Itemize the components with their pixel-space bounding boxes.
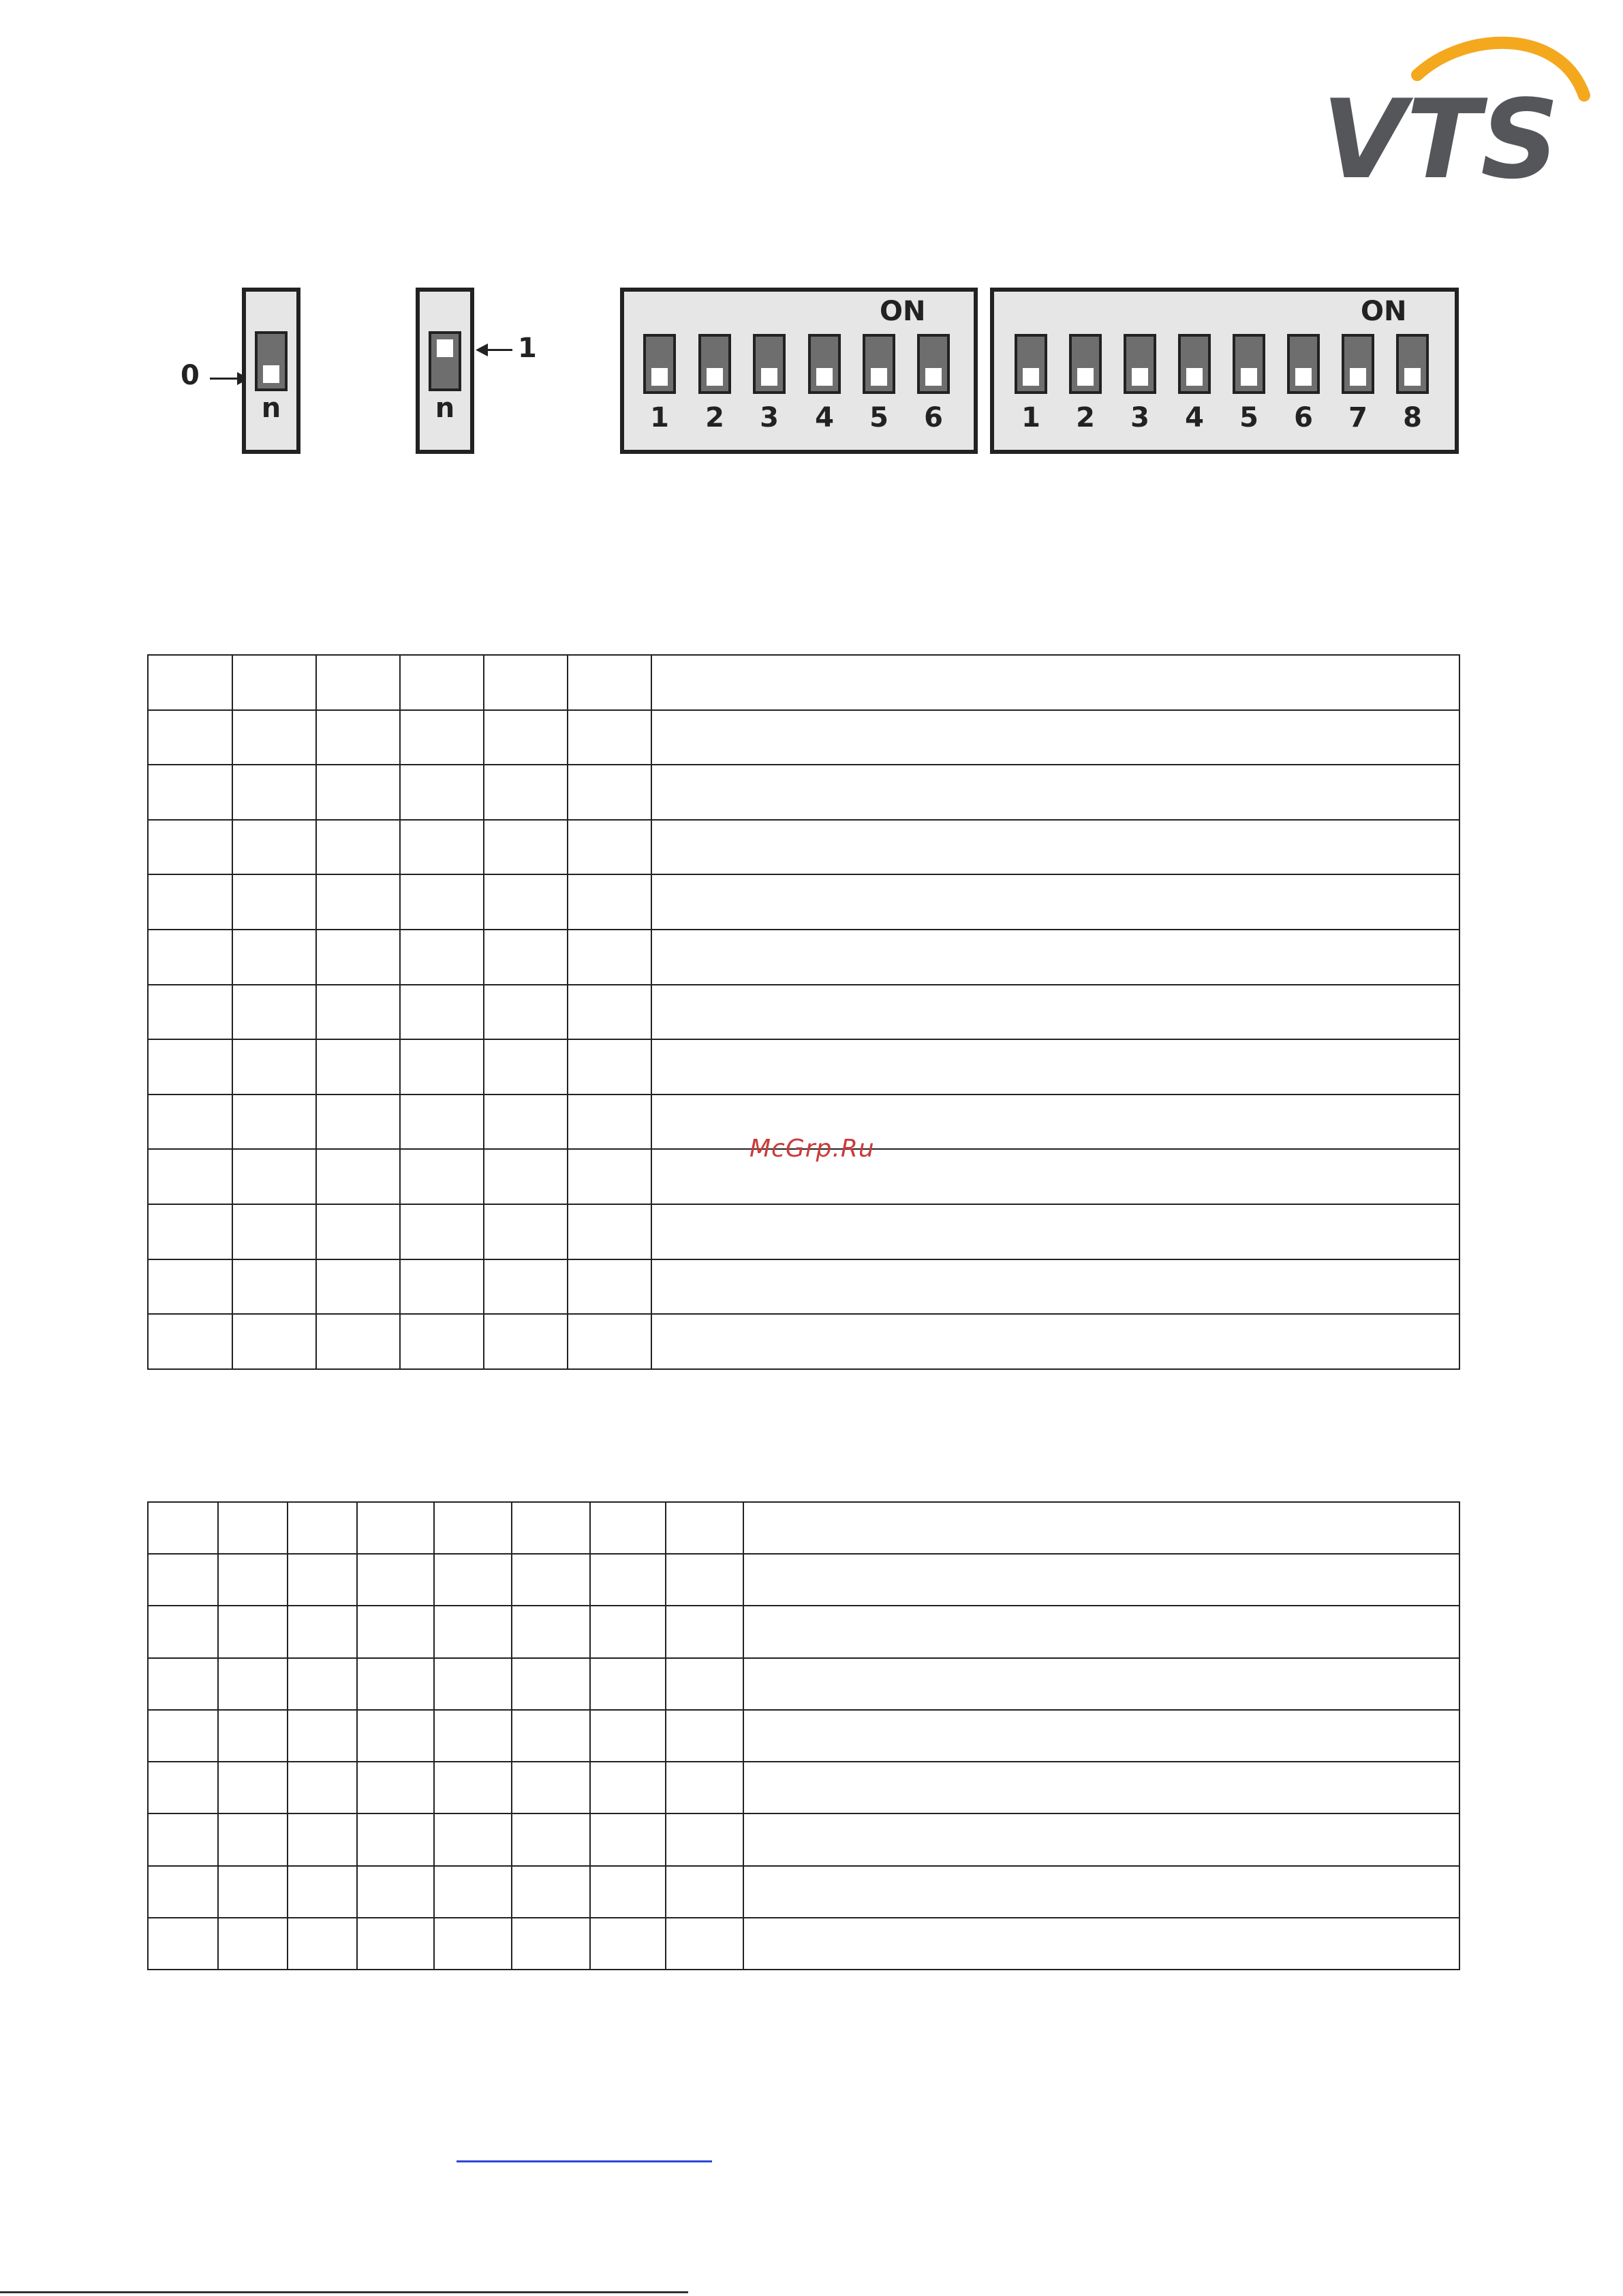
- knob: [1186, 368, 1203, 386]
- knob: [1023, 368, 1039, 386]
- table-row: [148, 874, 1459, 930]
- knob: [1077, 368, 1094, 386]
- settings-table-6: [147, 654, 1460, 1370]
- table-cell: [357, 1710, 434, 1762]
- dip-switch-8: [990, 288, 1459, 454]
- table-cell: [288, 1554, 357, 1606]
- table-cell: [232, 985, 316, 1040]
- table-cell: [218, 1606, 288, 1657]
- table-cell: [568, 1039, 651, 1095]
- table-row: [148, 1314, 1459, 1369]
- knob: [816, 368, 833, 386]
- dip-number: 5: [1239, 402, 1258, 433]
- table-cell: [400, 1259, 484, 1315]
- table-cell: [484, 1259, 568, 1315]
- table-cell: [568, 930, 651, 985]
- table-cell: [218, 1554, 288, 1606]
- table-cell: [400, 930, 484, 985]
- table-cell: [590, 1502, 666, 1554]
- knob: [707, 368, 723, 386]
- table-cell: [148, 1918, 218, 1970]
- table-row: [148, 1762, 1459, 1813]
- dip-lever-6: [1287, 334, 1320, 394]
- table-cell: [316, 765, 400, 820]
- knob: [1350, 368, 1366, 386]
- table-cell: [148, 1710, 218, 1762]
- dip-number: 1: [1021, 402, 1040, 433]
- table-cell: [651, 985, 1459, 1040]
- off-arrow-line: [210, 378, 241, 380]
- table-cell: [316, 1149, 400, 1204]
- table-cell: [400, 1314, 484, 1369]
- dip-lever-2: [1069, 334, 1102, 394]
- table-cell: [316, 655, 400, 710]
- vts-logo: [1315, 34, 1594, 191]
- table-cell: [232, 765, 316, 820]
- table-cell: [651, 820, 1459, 875]
- table-cell: [316, 985, 400, 1040]
- table-cell: [568, 1259, 651, 1315]
- table-cell: [288, 1918, 357, 1970]
- table-cell: [288, 1710, 357, 1762]
- table-cell: [316, 930, 400, 985]
- on-value-label: 1: [518, 333, 537, 364]
- table-cell: [484, 1204, 568, 1259]
- table-cell: [743, 1554, 1459, 1606]
- table-cell: [218, 1918, 288, 1970]
- table-cell: [218, 1658, 288, 1710]
- table-cell: [232, 1039, 316, 1095]
- table-cell: [148, 1762, 218, 1813]
- table-cell: [232, 1314, 316, 1369]
- table-cell: [400, 1204, 484, 1259]
- table-cell: [590, 1606, 666, 1657]
- table-cell: [400, 985, 484, 1040]
- table-row: [148, 1606, 1459, 1657]
- dip-lever-2: [698, 334, 731, 394]
- table-cell: [148, 874, 232, 930]
- table-cell: [590, 1658, 666, 1710]
- table-cell: [148, 1813, 218, 1865]
- table-cell: [400, 1039, 484, 1095]
- table-cell: [651, 1204, 1459, 1259]
- table-cell: [743, 1762, 1459, 1813]
- table-cell: [288, 1658, 357, 1710]
- table-cell: [512, 1658, 590, 1710]
- dip-lever-5: [1233, 334, 1265, 394]
- table-cell: [484, 1314, 568, 1369]
- table-cell: [484, 765, 568, 820]
- table-cell: [590, 1866, 666, 1918]
- table-cell: [218, 1502, 288, 1554]
- watermark: McGrp.Ru: [749, 1135, 875, 1163]
- table-cell: [357, 1554, 434, 1606]
- table-cell: [148, 1259, 232, 1315]
- table-cell: [148, 1095, 232, 1150]
- table-row: [148, 1813, 1459, 1865]
- table-cell: [666, 1813, 743, 1865]
- table-cell: [148, 710, 232, 765]
- table-cell: [568, 765, 651, 820]
- table-cell: [148, 1606, 218, 1657]
- table-cell: [666, 1554, 743, 1606]
- table-cell: [148, 765, 232, 820]
- lever-letter: n: [261, 393, 281, 424]
- table-cell: [218, 1710, 288, 1762]
- table-cell: [148, 655, 232, 710]
- table-cell: [568, 874, 651, 930]
- table-cell: [484, 710, 568, 765]
- table-6-body: [148, 655, 1459, 1369]
- table-cell: [148, 930, 232, 985]
- table-cell: [743, 1710, 1459, 1762]
- knob: [1132, 368, 1148, 386]
- table-cell: [232, 820, 316, 875]
- table-cell: [484, 1039, 568, 1095]
- dip-lever-4: [1178, 334, 1211, 394]
- table-cell: [232, 655, 316, 710]
- table-cell: [484, 820, 568, 875]
- knob: [1241, 368, 1257, 386]
- table-row: [148, 1502, 1459, 1554]
- table-row: [148, 765, 1459, 820]
- logo-text: VTS: [1322, 76, 1560, 191]
- on-arrow-line: [485, 349, 512, 351]
- table-cell: [512, 1866, 590, 1918]
- dip-lever-8: [1396, 334, 1429, 394]
- dip-switch-6: [620, 288, 978, 454]
- table-cell: [512, 1606, 590, 1657]
- table-cell: [148, 1502, 218, 1554]
- on-label: ON: [880, 296, 926, 327]
- table-cell: [148, 1149, 232, 1204]
- table-cell: [148, 1314, 232, 1369]
- table-cell: [512, 1813, 590, 1865]
- table-row: [148, 1259, 1459, 1315]
- table-cell: [316, 1204, 400, 1259]
- table-cell: [400, 710, 484, 765]
- table-cell: [434, 1762, 512, 1813]
- table-cell: [316, 1039, 400, 1095]
- table-row: [148, 1039, 1459, 1095]
- table-cell: [666, 1918, 743, 1970]
- table-cell: [568, 655, 651, 710]
- table-cell: [434, 1554, 512, 1606]
- dip-number: 4: [815, 402, 834, 433]
- table-cell: [666, 1502, 743, 1554]
- dip-number: 4: [1185, 402, 1204, 433]
- table-cell: [218, 1762, 288, 1813]
- table-cell: [484, 985, 568, 1040]
- lever-letter: n: [435, 393, 455, 424]
- table-cell: [148, 1658, 218, 1710]
- table-cell: [357, 1813, 434, 1865]
- table-cell: [651, 874, 1459, 930]
- single-switch-off: [242, 288, 300, 454]
- table-cell: [400, 820, 484, 875]
- table-cell: [434, 1658, 512, 1710]
- table-cell: [232, 1259, 316, 1315]
- table-cell: [232, 930, 316, 985]
- table-cell: [148, 820, 232, 875]
- footer-rule: [0, 2291, 688, 2293]
- table-row: [148, 1554, 1459, 1606]
- table-cell: [651, 1259, 1459, 1315]
- table-cell: [288, 1866, 357, 1918]
- dip-lever-3: [1124, 334, 1156, 394]
- table-cell: [288, 1762, 357, 1813]
- table-cell: [218, 1866, 288, 1918]
- dip-lever-1: [643, 334, 676, 394]
- table-cell: [434, 1918, 512, 1970]
- table-cell: [148, 1204, 232, 1259]
- table-cell: [590, 1813, 666, 1865]
- dip-number: 8: [1403, 402, 1422, 433]
- table-cell: [357, 1762, 434, 1813]
- table-cell: [743, 1606, 1459, 1657]
- table-cell: [590, 1710, 666, 1762]
- table-cell: [651, 710, 1459, 765]
- dip-lever-3: [753, 334, 786, 394]
- table-cell: [484, 655, 568, 710]
- table-cell: [434, 1813, 512, 1865]
- table-cell: [568, 1095, 651, 1150]
- table-cell: [288, 1813, 357, 1865]
- table-row: [148, 1866, 1459, 1918]
- table-cell: [484, 1095, 568, 1150]
- knob: [871, 368, 887, 386]
- table-cell: [400, 765, 484, 820]
- knob: [1295, 368, 1312, 386]
- knob: [651, 368, 668, 386]
- table-cell: [232, 710, 316, 765]
- dip-number: 1: [650, 402, 669, 433]
- table-cell: [232, 1095, 316, 1150]
- table-cell: [288, 1606, 357, 1657]
- table-cell: [148, 1039, 232, 1095]
- table-cell: [651, 765, 1459, 820]
- table-cell: [357, 1502, 434, 1554]
- table-cell: [743, 1918, 1459, 1970]
- table-cell: [434, 1502, 512, 1554]
- table-row: [148, 820, 1459, 875]
- table-cell: [666, 1606, 743, 1657]
- table-cell: [316, 1259, 400, 1315]
- knob: [1404, 368, 1421, 386]
- dip-number: 7: [1348, 402, 1367, 433]
- table-cell: [484, 874, 568, 930]
- table-cell: [651, 930, 1459, 985]
- on-label: ON: [1361, 296, 1407, 327]
- table-cell: [512, 1502, 590, 1554]
- table-cell: [400, 1149, 484, 1204]
- table-cell: [666, 1710, 743, 1762]
- dip-lever-5: [863, 334, 895, 394]
- table-cell: [512, 1918, 590, 1970]
- dip-lever-1: [1015, 334, 1047, 394]
- table-cell: [148, 1866, 218, 1918]
- table-cell: [148, 985, 232, 1040]
- table-8-body: [148, 1502, 1459, 1970]
- table-cell: [590, 1762, 666, 1813]
- table-cell: [357, 1866, 434, 1918]
- table-cell: [357, 1606, 434, 1657]
- dip-number: 3: [1130, 402, 1149, 433]
- table-row: [148, 1658, 1459, 1710]
- table-cell: [590, 1554, 666, 1606]
- dip-lever-4: [808, 334, 841, 394]
- dip-number: 5: [869, 402, 888, 433]
- dip-number: 3: [760, 402, 779, 433]
- table-cell: [316, 820, 400, 875]
- dip-number: 2: [705, 402, 724, 433]
- table-cell: [400, 874, 484, 930]
- table-cell: [666, 1658, 743, 1710]
- knob: [761, 368, 777, 386]
- table-cell: [484, 930, 568, 985]
- settings-table-8: [147, 1501, 1460, 1970]
- table-cell: [666, 1866, 743, 1918]
- table-cell: [357, 1658, 434, 1710]
- dip-lever-7: [1342, 334, 1374, 394]
- table-cell: [651, 1039, 1459, 1095]
- table-cell: [357, 1918, 434, 1970]
- table-row: [148, 1918, 1459, 1970]
- knob: [925, 368, 942, 386]
- table-cell: [400, 655, 484, 710]
- table-cell: [288, 1502, 357, 1554]
- table-cell: [316, 1095, 400, 1150]
- table-cell: [316, 1314, 400, 1369]
- table-cell: [232, 1204, 316, 1259]
- off-value-label: 0: [181, 360, 200, 391]
- table-cell: [434, 1866, 512, 1918]
- table-cell: [590, 1918, 666, 1970]
- table-cell: [218, 1813, 288, 1865]
- table-row: [148, 1204, 1459, 1259]
- dip-number: 6: [1294, 402, 1313, 433]
- dip-number: 6: [924, 402, 943, 433]
- table-cell: [666, 1762, 743, 1813]
- table-cell: [743, 1502, 1459, 1554]
- table-cell: [400, 1095, 484, 1150]
- table-cell: [316, 710, 400, 765]
- table-row: [148, 985, 1459, 1040]
- table-row: [148, 710, 1459, 765]
- table-cell: [434, 1710, 512, 1762]
- table-cell: [232, 1149, 316, 1204]
- table-cell: [743, 1813, 1459, 1865]
- table-cell: [484, 1149, 568, 1204]
- single-switch-on: [416, 288, 474, 454]
- table-cell: [651, 1314, 1459, 1369]
- table-cell: [568, 985, 651, 1040]
- table-cell: [512, 1762, 590, 1813]
- table-cell: [568, 710, 651, 765]
- table-row: [148, 930, 1459, 985]
- table-row: [148, 1710, 1459, 1762]
- knob: [263, 365, 279, 383]
- table-cell: [651, 655, 1459, 710]
- footer-link-underline[interactable]: [457, 2160, 712, 2162]
- table-cell: [743, 1866, 1459, 1918]
- table-row: [148, 655, 1459, 710]
- table-cell: [512, 1554, 590, 1606]
- lever-on: [429, 331, 461, 391]
- table-cell: [512, 1710, 590, 1762]
- dip-number: 2: [1076, 402, 1095, 433]
- table-cell: [568, 820, 651, 875]
- table-cell: [232, 874, 316, 930]
- lever-off: [255, 331, 288, 391]
- table-cell: [568, 1149, 651, 1204]
- table-cell: [434, 1606, 512, 1657]
- table-cell: [568, 1314, 651, 1369]
- dip-lever-6: [917, 334, 950, 394]
- table-cell: [148, 1554, 218, 1606]
- table-cell: [316, 874, 400, 930]
- table-cell: [568, 1204, 651, 1259]
- table-cell: [743, 1658, 1459, 1710]
- knob: [437, 339, 453, 357]
